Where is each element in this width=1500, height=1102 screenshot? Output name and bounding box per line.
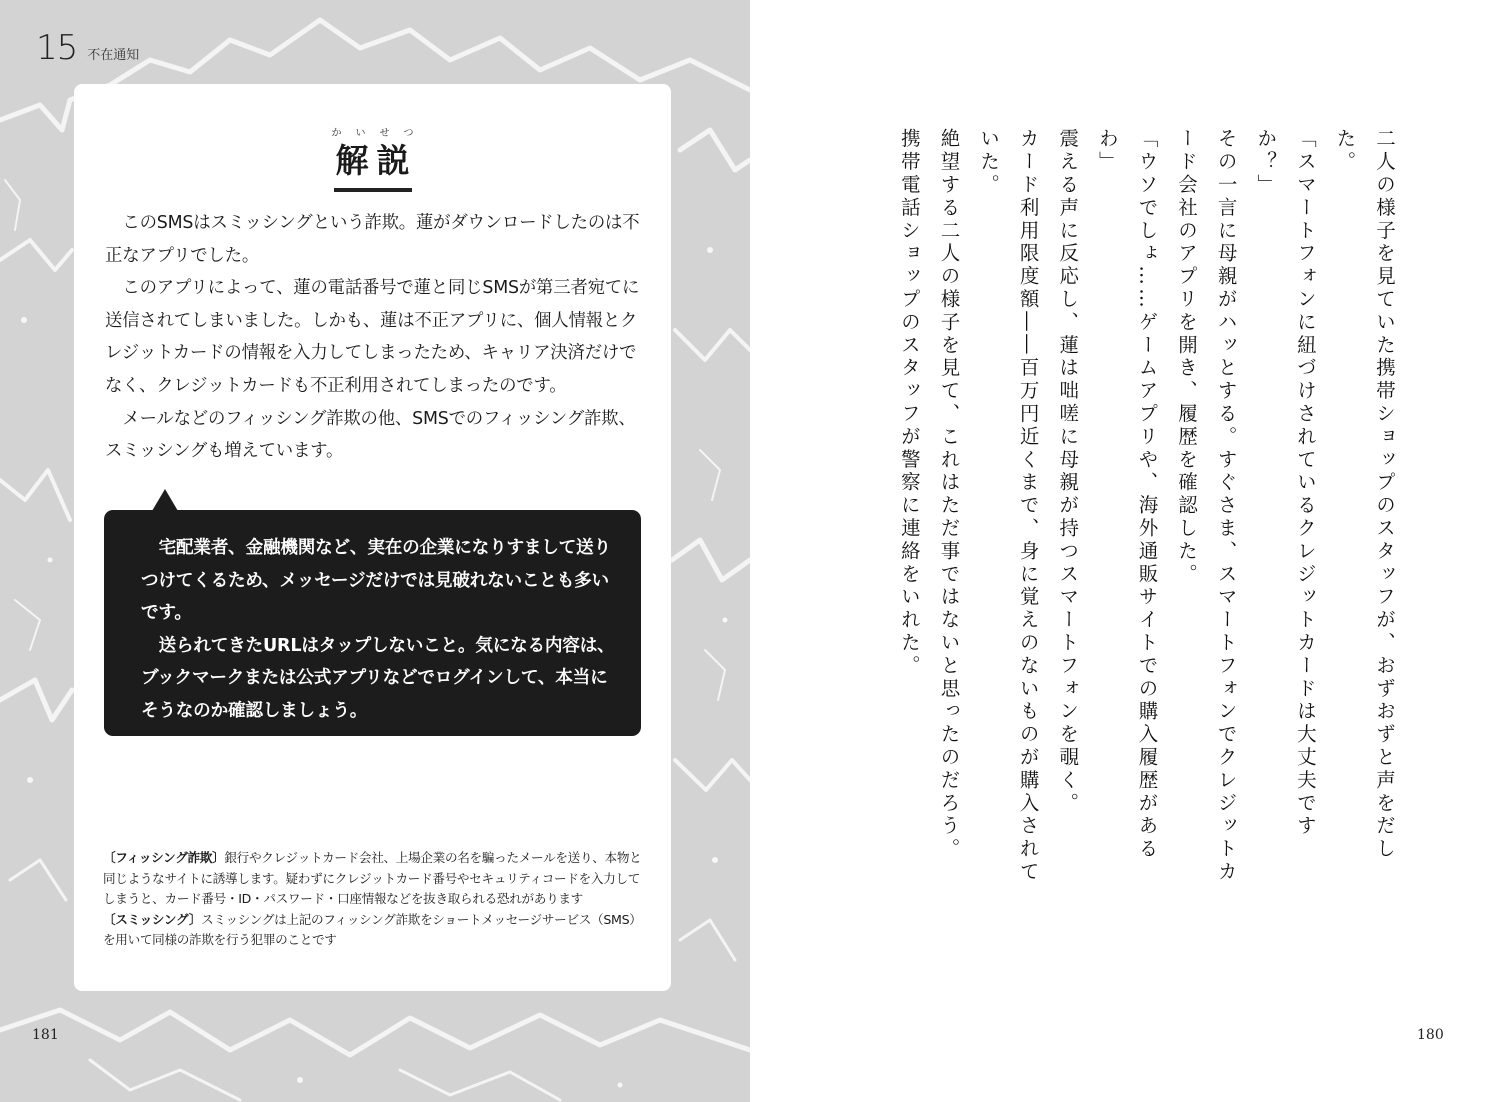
callout-tail	[152, 489, 178, 511]
chapter-title: 不在通知	[87, 48, 140, 63]
novel-text	[889, 128, 1404, 888]
explanation-body	[105, 207, 645, 468]
chapter-number: 15	[36, 28, 78, 68]
novel-paragraph: カード利用限度額――百万円近くまで、身に覚えのないものが購入されていた。	[977, 128, 1040, 884]
right-page	[750, 0, 1500, 1102]
heading-underline	[334, 188, 412, 192]
page-number-right: 180	[1417, 1027, 1444, 1043]
heading-block	[74, 124, 671, 192]
warning-callout	[104, 510, 641, 736]
body-paragraph: このアプリによって、蓮の電話番号で蓮と同じSMSが第三者宛てに送信されてしまいました。しかも、蓮は不正アプリに、個人情報とクレジットカードの情報を入力してしまったため、キャリア決済だけでなく、クレジットカードも不正利用されてしまったのです。	[105, 278, 640, 396]
callout-paragraph: 宅配業者、金融機関など、実在の企業になりすまして送りつけてくるため、メッセージだけでは見破れないことも多いです。	[141, 538, 611, 624]
glossary-entry	[103, 848, 649, 910]
novel-paragraph: 携帯電話ショップのスタッフが警察に連絡をいれた。	[897, 128, 921, 678]
body-paragraph: メールなどのフィッシング詐欺の他、SMSでのフィッシング詐欺、スミッシングも増えています。	[105, 408, 636, 462]
novel-paragraph: その一言に母親がハッとする。すぐさま、スマートフォンでクレジットカード会社のアプリを開き、履歴を確認した。	[1175, 128, 1238, 884]
chapter-header	[36, 28, 139, 68]
callout-paragraph: 送られてきたURLはタップしないこと。気になる内容は、ブックマークまたは公式アプリなどでログインして、本当にそうなのか確認しましょう。	[141, 635, 615, 721]
novel-paragraph: 二人の様子を見ていた携帯ショップのスタッフが、おずおずと声をだした。	[1333, 128, 1396, 861]
explanation-card	[74, 84, 671, 991]
novel-paragraph: 震える声に反応し、蓮は咄嗟に母親が持つスマートフォンを覗く。	[1056, 128, 1080, 815]
glossary-definition: 銀行やクレジットカード会社、上場企業の名を騙ったメールを送り、本物と同じようなサイトに誘導します。疑わずにクレジットカード番号やセキュリティコードを入力してしまうと、カード番号・ID・パスワード・口座情報などを抜き取られる恐れがあります	[103, 850, 642, 906]
glossary-term: 〔スミッシング〕	[103, 911, 202, 927]
glossary-entry	[103, 910, 649, 951]
glossary-definition: スミッシングは上記のフィッシング詐欺をショートメッセージサービス（SMS）を用いて同様の詐欺を行う犯罪のことです	[103, 911, 642, 947]
body-paragraph: このSMSはスミッシングという詐欺。蓮がダウンロードしたのは不正なアプリでした。	[105, 213, 640, 266]
novel-paragraph: 「スマートフォンに紐づけされているクレジットカードは大丈夫ですか？」	[1254, 128, 1317, 838]
page-number-left: 181	[32, 1027, 59, 1043]
glossary-term: 〔フィッシング詐欺〕	[103, 850, 225, 865]
novel-paragraph: 「ウソでしょ……ゲームアプリや、海外通販サイトでの購入履歴があるわ」	[1095, 128, 1159, 861]
novel-paragraph: 絶望する二人の様子を見て、これはただ事ではないと思ったのだろう。	[937, 128, 961, 861]
heading: 解説	[335, 141, 418, 180]
heading-ruby: かいせつ	[331, 128, 428, 139]
glossary	[103, 848, 649, 951]
